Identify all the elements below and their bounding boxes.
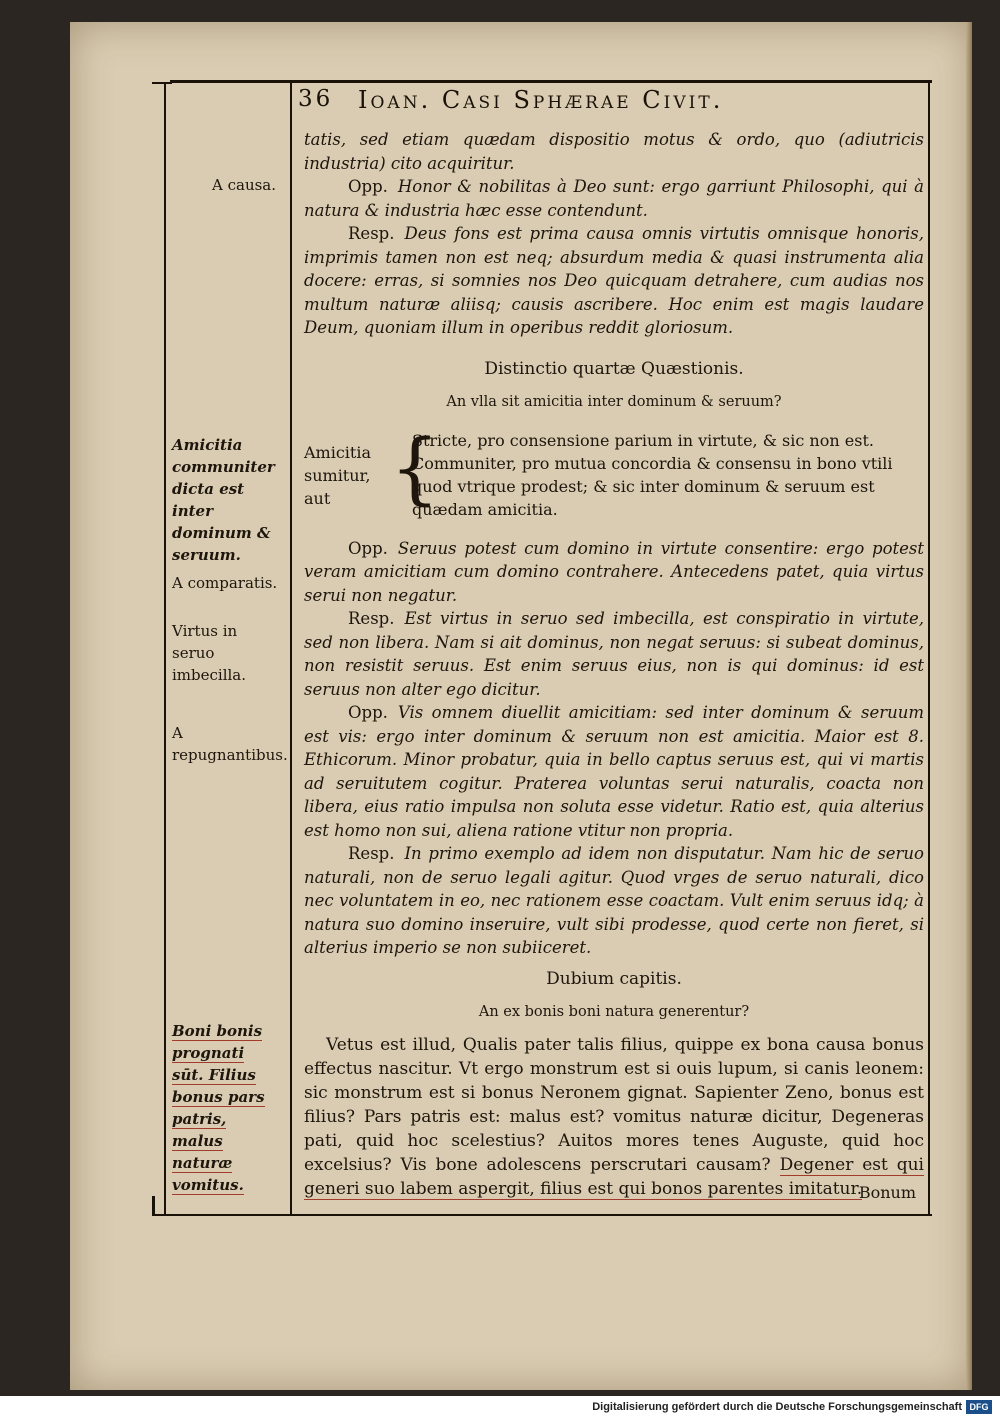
- margin-mark: [152, 1196, 155, 1214]
- opp-label: Opp.: [348, 177, 388, 196]
- inner-margin-rule: [290, 82, 292, 1214]
- margin-note-virtus: Virtus in seruo imbecilla.: [172, 622, 247, 684]
- resp-text: In primo exemplo ad idem non disputatur. Nam hic de seruo naturali, non de seruo legali agitur. Quod vrges de seruo naturali, dico nec voluntatem in eo, nec rationem esse coactam. Vult enim seruus idq; à natura suo domino inseruire, vult sibi prodesse, quod certe non fieret, si alterius imperio se non subiiceret.: [304, 844, 924, 957]
- right-rule: [928, 82, 930, 1214]
- paragraph-resp-1: [304, 222, 924, 340]
- dubium-text: Vetus est illud, Qualis pater talis filius, quippe ex bona causa bonus effectus nascitur. Vt ergo monstrum est si ouis lupum, si canis leonem: sic monstrum est si bonus Neronem gignat. Sapienter Zeno, bonus est filius? Pars patris est: malus est? vomitus naturæ dicitur, Degeneras pati, quid hoc scelestius? Auitos mores tenes Auguste, quid hoc excelsius? Vis bone adolescens perscrutari causam?: [304, 1034, 924, 1175]
- opp-text: Honor & nobilitas à Deo sunt: ergo garriunt Philosophi, qui à natura & industria hæc esse contendunt.: [304, 177, 924, 220]
- dfg-logo-icon: DFG: [966, 1400, 992, 1414]
- definition-block: [304, 423, 924, 521]
- paragraph-resp-2: [304, 607, 924, 701]
- dubium-heading: Dubium capitis.: [546, 968, 682, 989]
- resp-text: Deus fons est prima causa omnis virtutis omnisque honoris, imprimis tamen non est neq; absurdum media & quasi instrumenta alia docere: erras, si somnies nos Deo quicquam detrahere, cum audias nos multum naturæ aliisq; causis ascribere. Hoc enim est magis laudare Deum, quoniam illum in operibus reddit gloriosum.: [304, 224, 924, 337]
- section-question: An vlla sit amicitia inter dominum & seruum?: [446, 394, 782, 410]
- margin-note-boni-text: Boni bonis prognati sūt. Filius bonus pars patris, malus naturæ vomitus.: [172, 1022, 265, 1194]
- catchword: Bonum: [858, 1183, 916, 1202]
- paragraph-opp-2: [304, 537, 924, 608]
- paragraph-opp-3: [304, 701, 924, 842]
- paragraph-opp-1: [304, 175, 924, 222]
- footer-bar: [0, 1396, 1000, 1419]
- dubium-question: An ex bonis boni natura generentur?: [478, 1004, 750, 1020]
- margin-note-amicitia: Amicitia communiter dicta est inter dominum & seruum.: [172, 436, 275, 564]
- opp-label: Opp.: [348, 703, 388, 722]
- paragraph-resp-3: [304, 842, 924, 960]
- resp-text: Est virtus in seruo sed imbecilla, est conspiratio in virtute, sed non libera. Nam si ait dominus, non negat seruus: si subeat dominus, non resistit seruus. Est enim seruus eius, non is qui dominus: id est seruus non alter ego dicitur.: [304, 609, 924, 699]
- bottom-rule: [152, 1214, 932, 1216]
- opp-text: Seruus potest cum domino in virtute consentire: ergo potest veram amicitiam cum domino contrahere. Antecedens patet, quia virtus serui non negatur.: [304, 538, 924, 605]
- dubium-underlined-text: Degener est qui generi suo labem aspergit, filius est qui bonos parentes imitatur.: [304, 1154, 924, 1199]
- definition-term: Amicitia sumitur, aut: [304, 442, 372, 508]
- resp-label: Resp.: [348, 609, 395, 628]
- brace-symbol: {: [390, 423, 440, 514]
- definition-text: Stricte, pro consensione parium in virtute, & sic non est. Communiter, pro mutua concordia & consensu in bono vtili quod vtrique prodest; & sic inter dominum & seruum est quædam amicitia.: [412, 430, 893, 519]
- outer-margin-rule: [164, 82, 166, 1214]
- margin-note-a-repugnantibus: A repugnantibus.: [172, 724, 288, 764]
- paragraph-dubium: [304, 1033, 924, 1201]
- paragraph-continuation: tatis, sed etiam quædam dispositio motus & ordo, quo (adiutricis industria) cito acquiritur.: [304, 130, 924, 173]
- margin-note-a-comparatis: A comparatis.: [172, 574, 278, 592]
- opp-text: Vis omnem diuellit amicitiam: sed inter dominum & seruum est vis: ergo inter dominum & seruum non est amicitia. Maior est 8. Ethicorum. Minor probatur, quia in bello captus seruus est, qui vi martis ad seruitutem cogitur. Praterea voluntas serui naturalis, coacta non libera, eius ratio impulsa non soluta esse videtur. Ratio est, quia alterius est homo non sui, aliena ratione vtitur non propria.: [304, 703, 924, 840]
- top-rule-left: [152, 82, 172, 84]
- page-edge: [966, 22, 972, 1390]
- running-title: Ioan. Casi Sphærae Civit.: [358, 86, 724, 114]
- page-number: 36: [298, 86, 334, 112]
- resp-label: Resp.: [348, 844, 395, 863]
- top-rule: [170, 80, 932, 83]
- opp-label: Opp.: [348, 538, 388, 558]
- main-text: [304, 128, 924, 1201]
- resp-label: Resp.: [348, 224, 395, 243]
- section-heading: Distinctio quartæ Quæstionis.: [484, 358, 744, 379]
- margin-note-boni: [172, 1020, 272, 1196]
- margin-note-a-causa: A causa.: [212, 176, 277, 194]
- footer-credit: Digitalisierung gefördert durch die Deutsche Forschungsgemeinschaft: [592, 1401, 962, 1413]
- running-head: [298, 86, 928, 122]
